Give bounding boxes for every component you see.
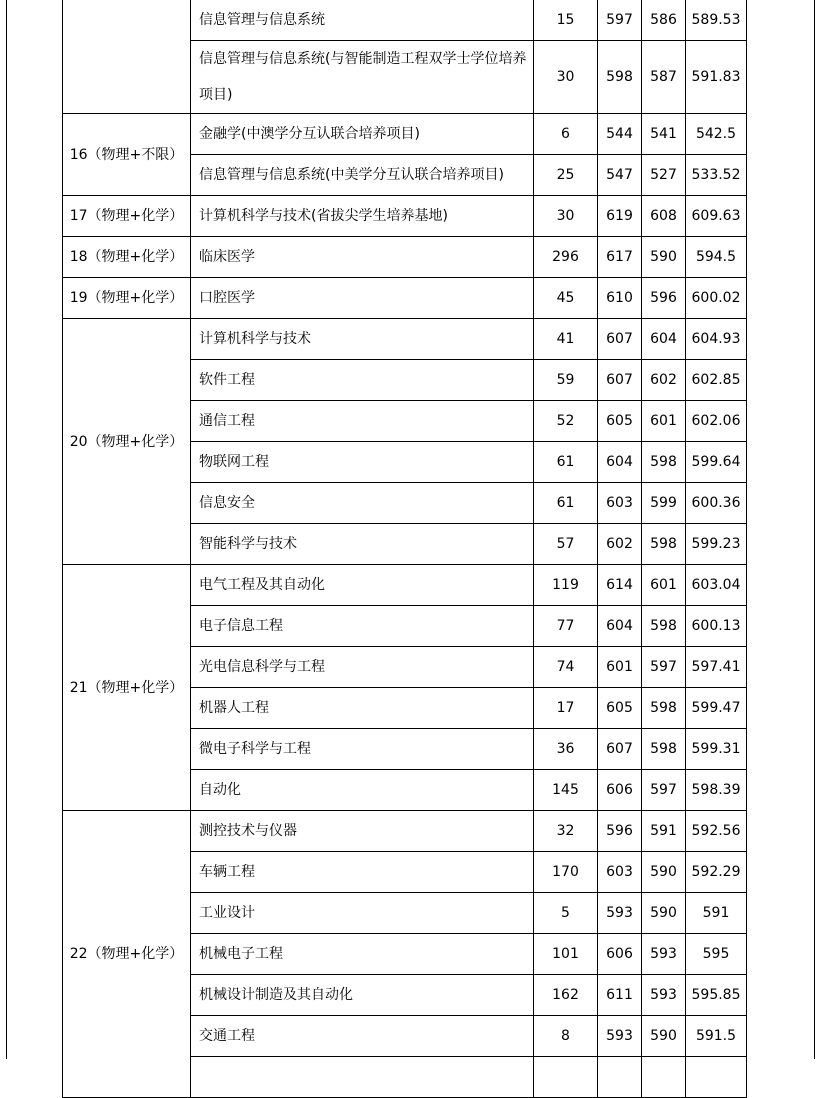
avg-score: 602.85 [686,360,747,401]
major-name: 自动化 [191,770,534,811]
table-row [63,196,747,237]
min-score: 601 [642,401,686,442]
plan-count: 61 [534,442,598,483]
major-name: 微电子科学与工程 [191,729,534,770]
avg-score: 599.47 [686,688,747,729]
avg-score: 602.06 [686,401,747,442]
table-row [63,114,747,155]
avg-score: 609.63 [686,196,747,237]
plan-count: 5 [534,893,598,934]
max-score: 603 [598,483,642,524]
max-score: 614 [598,565,642,606]
max-score: 598 [598,41,642,114]
avg-score: 595.85 [686,975,747,1016]
min-score: 604 [642,319,686,360]
table-row [63,319,747,360]
table-row [63,278,747,319]
group-label: 22（物理+化学） [63,811,191,1098]
group-label: 21（物理+化学） [63,565,191,811]
major-name: 机械电子工程 [191,934,534,975]
min-score: 593 [642,934,686,975]
max-score: 602 [598,524,642,565]
major-name: 信息管理与信息系统(中美学分互认联合培养项目) [191,155,534,196]
table-row [63,565,747,606]
major-name: 物联网工程 [191,442,534,483]
min-score: 596 [642,278,686,319]
min-score: 597 [642,647,686,688]
max-score: 596 [598,811,642,852]
plan-count: 296 [534,237,598,278]
major-name: 口腔医学 [191,278,534,319]
min-score: 601 [642,565,686,606]
group-label: 19（物理+化学） [63,278,191,319]
plan-count: 52 [534,401,598,442]
plan-count: 8 [534,1016,598,1057]
min-score: 602 [642,360,686,401]
major-name: 机器人工程 [191,688,534,729]
major-name: 信息管理与信息系统(与智能制造工程双学士学位培养项目) [191,41,534,114]
table-row [63,0,747,41]
min-score: 599 [642,483,686,524]
major-name: 金融学(中澳学分互认联合培养项目) [191,114,534,155]
min-score: 590 [642,237,686,278]
major-name: 工业设计 [191,893,534,934]
plan-count: 41 [534,319,598,360]
page-right-border [814,0,815,1059]
max-score: 607 [598,319,642,360]
avg-score: 591.83 [686,41,747,114]
major-name: 信息管理与信息系统 [191,0,534,41]
max-score: 604 [598,442,642,483]
min-score: 587 [642,41,686,114]
max-score [598,1057,642,1098]
min-score: 541 [642,114,686,155]
major-name: 通信工程 [191,401,534,442]
max-score: 593 [598,1016,642,1057]
min-score: 527 [642,155,686,196]
min-score: 608 [642,196,686,237]
min-score: 598 [642,442,686,483]
max-score: 610 [598,278,642,319]
max-score: 603 [598,852,642,893]
max-score: 605 [598,688,642,729]
group-label: 16（物理+不限） [63,114,191,196]
avg-score: 589.53 [686,0,747,41]
major-name: 临床医学 [191,237,534,278]
plan-count: 25 [534,155,598,196]
max-score: 547 [598,155,642,196]
avg-score: 592.56 [686,811,747,852]
avg-score: 600.02 [686,278,747,319]
admission-score-table [62,0,747,1098]
max-score: 604 [598,606,642,647]
min-score: 586 [642,0,686,41]
avg-score: 600.13 [686,606,747,647]
min-score [642,1057,686,1098]
avg-score [686,1057,747,1098]
plan-count: 145 [534,770,598,811]
plan-count: 101 [534,934,598,975]
avg-score: 594.5 [686,237,747,278]
plan-count: 30 [534,196,598,237]
min-score: 591 [642,811,686,852]
group-label: 18（物理+化学） [63,237,191,278]
plan-count: 17 [534,688,598,729]
avg-score: 603.04 [686,565,747,606]
min-score: 590 [642,852,686,893]
avg-score: 599.23 [686,524,747,565]
major-name: 机械设计制造及其自动化 [191,975,534,1016]
major-name: 信息安全 [191,483,534,524]
plan-count: 45 [534,278,598,319]
min-score: 598 [642,729,686,770]
major-name: 光电信息科学与工程 [191,647,534,688]
major-name: 测控技术与仪器 [191,811,534,852]
table-row [63,811,747,852]
plan-count: 59 [534,360,598,401]
max-score: 593 [598,893,642,934]
table-row [63,237,747,278]
plan-count: 119 [534,565,598,606]
plan-count: 162 [534,975,598,1016]
avg-score: 599.31 [686,729,747,770]
major-name: 计算机科学与技术 [191,319,534,360]
major-name: 智能科学与技术 [191,524,534,565]
max-score: 606 [598,770,642,811]
plan-count: 77 [534,606,598,647]
plan-count: 57 [534,524,598,565]
max-score: 606 [598,934,642,975]
avg-score: 598.39 [686,770,747,811]
max-score: 611 [598,975,642,1016]
max-score: 617 [598,237,642,278]
major-name [191,1057,534,1098]
plan-count: 74 [534,647,598,688]
max-score: 601 [598,647,642,688]
major-name: 电子信息工程 [191,606,534,647]
plan-count: 30 [534,41,598,114]
avg-score: 595 [686,934,747,975]
min-score: 597 [642,770,686,811]
avg-score: 591 [686,893,747,934]
max-score: 605 [598,401,642,442]
min-score: 598 [642,688,686,729]
max-score: 607 [598,360,642,401]
group-label: 17（物理+化学） [63,196,191,237]
major-name: 电气工程及其自动化 [191,565,534,606]
group-cell [63,0,191,114]
plan-count: 170 [534,852,598,893]
avg-score: 591.5 [686,1016,747,1057]
min-score: 593 [642,975,686,1016]
page-left-border [6,0,7,1059]
group-label: 20（物理+化学） [63,319,191,565]
plan-count [534,1057,598,1098]
avg-score: 592.29 [686,852,747,893]
min-score: 598 [642,524,686,565]
max-score: 597 [598,0,642,41]
avg-score: 597.41 [686,647,747,688]
max-score: 619 [598,196,642,237]
min-score: 598 [642,606,686,647]
max-score: 607 [598,729,642,770]
plan-count: 32 [534,811,598,852]
min-score: 590 [642,893,686,934]
plan-count: 15 [534,0,598,41]
avg-score: 542.5 [686,114,747,155]
plan-count: 36 [534,729,598,770]
plan-count: 61 [534,483,598,524]
major-name: 计算机科学与技术(省拔尖学生培养基地) [191,196,534,237]
avg-score: 599.64 [686,442,747,483]
major-name: 软件工程 [191,360,534,401]
avg-score: 600.36 [686,483,747,524]
major-name: 车辆工程 [191,852,534,893]
plan-count: 6 [534,114,598,155]
major-name: 交通工程 [191,1016,534,1057]
min-score: 590 [642,1016,686,1057]
avg-score: 533.52 [686,155,747,196]
avg-score: 604.93 [686,319,747,360]
max-score: 544 [598,114,642,155]
